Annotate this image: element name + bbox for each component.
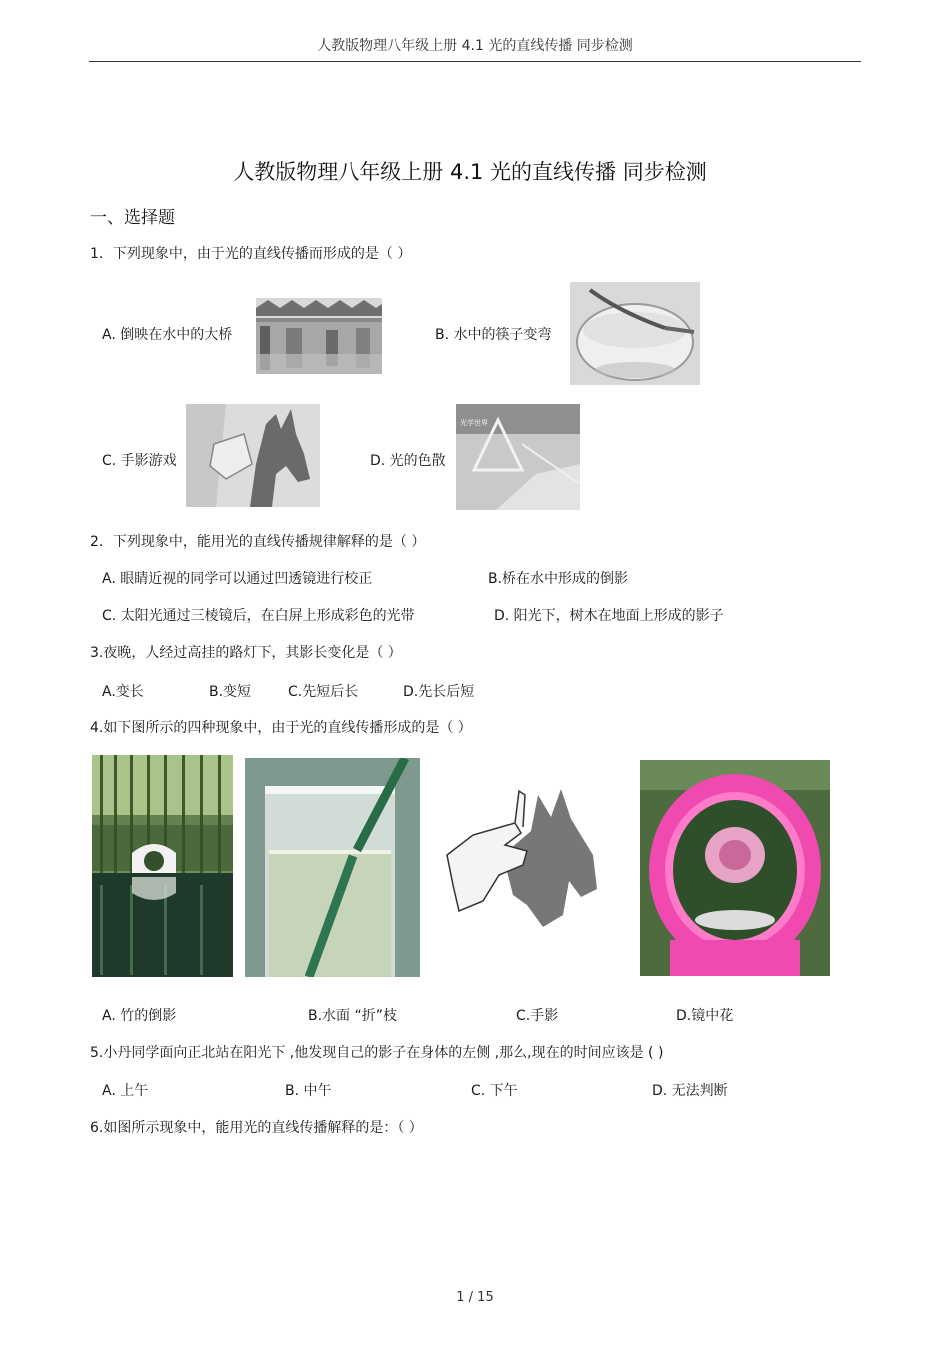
bridge-reflection-image: [256, 298, 382, 374]
hand-shadow-image: [443, 785, 603, 941]
question-5-option-b: B. 中午: [285, 1083, 332, 1099]
page-number: 1 / 15: [456, 1290, 494, 1305]
question-3-option-a: A.变长: [102, 684, 144, 700]
question-1-option-b: B. 水中的筷子变弯: [435, 327, 552, 343]
question-1-option-d: D. 光的色散: [370, 453, 446, 469]
question-3-stem: 3.夜晚，人经过高挂的路灯下，其影长变化是（ ）: [90, 645, 402, 661]
question-5-stem: 5.小丹同学面向正北站在阳光下 ,他发现自己的影子在身体的左侧 ,那么,现在的时间应该是 ( ): [90, 1045, 664, 1061]
question-2-option-b: B.桥在水中形成的倒影: [488, 571, 629, 587]
document-title: 人教版物理八年级上册 4.1 光的直线传播 同步检测: [233, 160, 707, 184]
question-5-option-a: A. 上午: [102, 1083, 149, 1099]
question-2-stem: 2．下列现象中，能用光的直线传播规律解释的是（ ）: [90, 534, 426, 550]
question-2-option-c: C. 太阳光通过三棱镜后，在白屏上形成彩色的光带: [102, 608, 415, 624]
question-5-option-d: D. 无法判断: [652, 1083, 728, 1099]
prism-dispersion-image: [456, 404, 580, 510]
hand-shadow-game-image: [186, 404, 320, 507]
question-1-option-a: A. 倒映在水中的大桥: [102, 327, 233, 343]
question-1-stem: 1．下列现象中，由于光的直线传播而形成的是（ ）: [90, 246, 412, 262]
question-1-option-c: C. 手影游戏: [102, 453, 177, 469]
question-6-stem: 6.如图所示现象中，能用光的直线传播解释的是：（ ）: [90, 1120, 423, 1136]
page-header: 人教版物理八年级上册 4.1 光的直线传播 同步检测: [317, 38, 633, 54]
question-4-option-c: C.手影: [516, 1008, 559, 1024]
chopsticks-in-water-image: [570, 282, 700, 385]
question-3-option-d: D.先长后短: [403, 684, 475, 700]
bent-stick-in-water-image: [245, 758, 420, 977]
question-2-option-d: D. 阳光下，树木在地面上形成的影子: [494, 608, 724, 624]
prism-image-caption: 光学世界: [460, 419, 488, 427]
flower-in-mirror-image: [640, 760, 830, 976]
question-2-option-a: A. 眼睛近视的同学可以通过凹透镜进行校正: [102, 571, 373, 587]
bamboo-reflection-image: [92, 755, 233, 977]
question-3-option-c: C.先短后长: [288, 684, 359, 700]
question-5-option-c: C. 下午: [471, 1083, 518, 1099]
section-heading: 一、选择题: [90, 208, 175, 228]
question-4-option-d: D.镜中花: [676, 1008, 734, 1024]
question-4-option-b: B.水面 “折”枝: [308, 1008, 398, 1024]
question-3-option-b: B.变短: [209, 684, 252, 700]
question-4-option-a: A. 竹的倒影: [102, 1008, 177, 1024]
question-4-stem: 4.如下图所示的四种现象中，由于光的直线传播形成的是（ ）: [90, 720, 472, 736]
header-rule: [89, 61, 861, 62]
